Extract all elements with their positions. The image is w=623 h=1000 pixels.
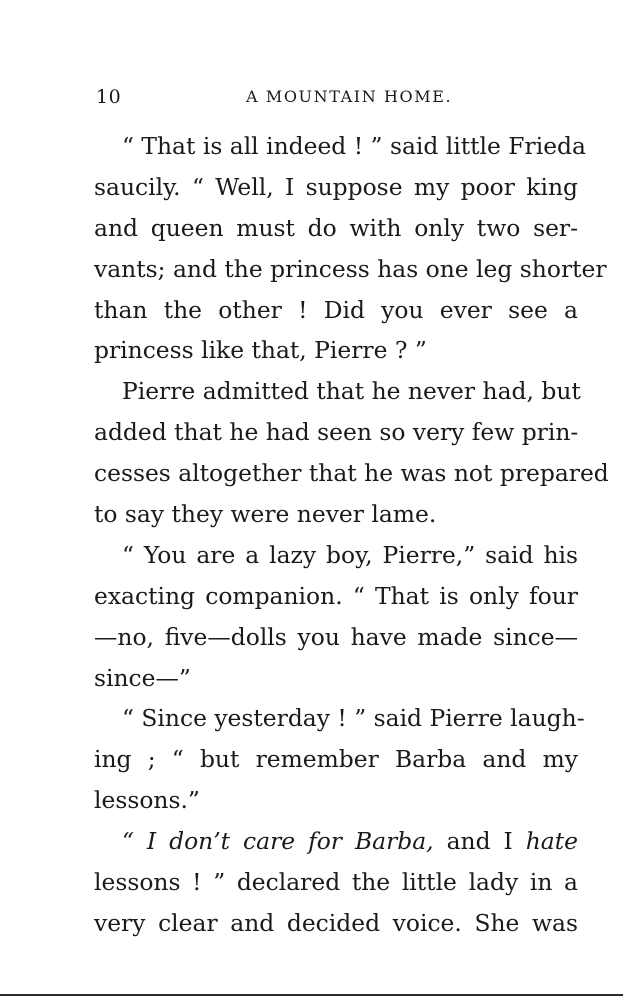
page-header: [96, 86, 576, 116]
paragraph-3: [94, 535, 578, 699]
text-line: vants; and the princess has one leg shorter: [94, 254, 607, 283]
text-line: and queen must do with only two ser-: [94, 213, 578, 242]
paragraph-4: [94, 698, 585, 821]
text-line: princess like that, Pierre ? ”: [94, 336, 427, 365]
text-line: Pierre admitted that he never had, but: [122, 377, 581, 406]
text-line: ing ; “ but remember Barba and my: [94, 745, 578, 774]
paragraph-2: [94, 371, 609, 535]
text-line: —no, five—dolls you have made since—: [94, 622, 578, 651]
text-line-mixed: [94, 821, 578, 862]
text-line: lessons.”: [94, 786, 200, 815]
text-line: to say they were never lame.: [94, 500, 437, 529]
text-line: saucily. “ Well, I suppose my poor king: [94, 172, 578, 201]
italic-run: hate: [525, 827, 578, 856]
roman-run: and I: [433, 827, 526, 856]
text-line: “ Since yesterday ! ” said Pierre laugh-: [122, 704, 585, 733]
paragraph-1: [94, 126, 607, 371]
running-title: A MOUNTAIN HOME.: [246, 87, 453, 106]
text-line: very clear and decided voice. She was: [94, 908, 578, 937]
text-line: since—”: [94, 663, 191, 692]
paragraph-5: [94, 821, 578, 944]
text-line: exacting companion. “ That is only four: [94, 581, 578, 610]
page-number: 10: [96, 86, 122, 108]
text-line: than the other ! Did you ever see a: [94, 295, 578, 324]
text-line: “ That is all indeed ! ” said little Frieda: [122, 132, 586, 160]
italic-run: “ I don’t care for Barba,: [122, 827, 434, 856]
text-line: lessons ! ” declared the little lady in a: [94, 868, 578, 897]
text-line: added that he had seen so very few prin-: [94, 418, 579, 447]
body-text: [94, 126, 609, 944]
text-line: “ You are a lazy boy, Pierre,” said his: [122, 540, 578, 569]
text-line: cesses altogether that he was not prepared: [94, 459, 609, 488]
page-bottom-rule: [0, 994, 623, 996]
